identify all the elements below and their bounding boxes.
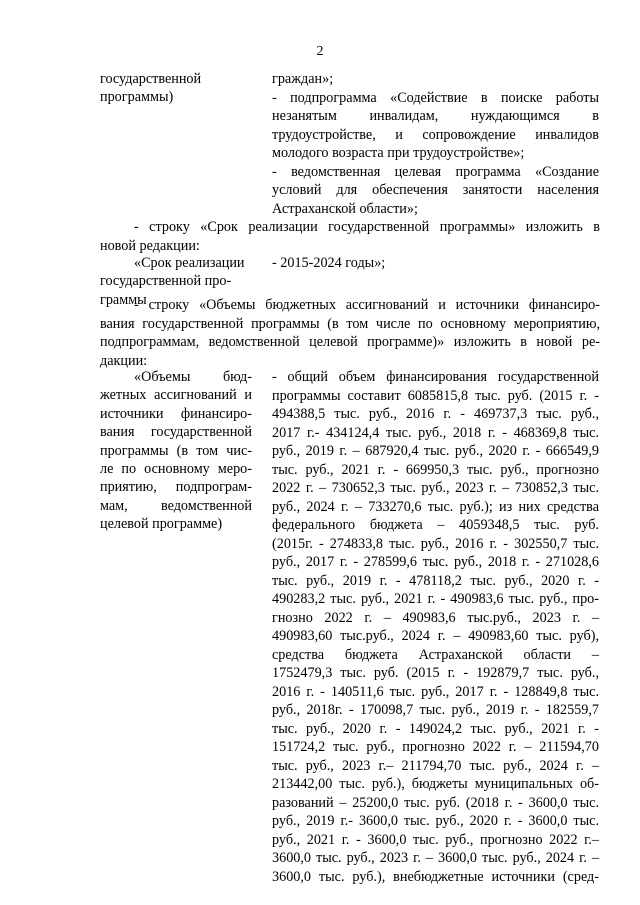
block2-left-line: граммы xyxy=(100,291,147,308)
block3-right-line: 151724,2 тыс. руб., прогнозно 2022 г. – 211594,70 xyxy=(272,739,599,755)
block3-right-line: разований – 25200,0 тыс. руб. (2018 г. - 3600,0 тыс. xyxy=(272,794,599,811)
block3-right-line: 2017 г.- 434124,4 тыс. руб., 2018 г. - 468369,8 тыс. xyxy=(272,424,599,441)
block1-right-line: незанятым инвалидам, нуждающимся в xyxy=(272,108,599,124)
block1-right-line: - ведомственная целевая программа «Создание xyxy=(272,163,599,180)
block1-right-line: граждан»; xyxy=(272,71,334,87)
block3-right-line: 2016 г. - 140511,6 тыс. руб., 2017 г. - 128849,8 тыс. xyxy=(272,683,599,700)
block3-left-line: жетных ассигнований и xyxy=(100,387,252,404)
block3-right-line: руб., 2017 г. - 278599,6 тыс. руб., 2018 г. - 271028,6 xyxy=(272,554,599,570)
block3-right-line: тыс. руб., 2021 г. - 669950,3 тыс. руб., прогнозно xyxy=(272,461,599,478)
block3-right-line: 213442,00 тыс. руб.), бюджеты муниципальных об- xyxy=(272,776,599,792)
block2-left-line: «Срок реализации xyxy=(134,255,245,271)
block3-left-line: источники финансиро- xyxy=(100,405,252,422)
block1-left-line: программы) xyxy=(100,89,174,106)
block3-right-line: руб., 2021 г. - 3600,0 тыс. руб., прогнозно 2022 г.– xyxy=(272,831,599,848)
block3-left-line: приятию, подпрограм- xyxy=(100,479,252,496)
block3-right-line: (2015г. - 274833,8 тыс. руб., 2016 г. - 302550,7 тыс. xyxy=(272,535,599,552)
block1-right-line: молодого возраста при трудоустройстве»; xyxy=(272,145,525,161)
block2-left-line: государственной про- xyxy=(100,273,232,290)
block1-right-line: Астраханской области»; xyxy=(272,200,418,217)
paragraph-line: дакции: xyxy=(100,352,148,369)
block3-right-line: 494388,5 тыс. руб., 2016 г. - 469737,3 тыс. руб., xyxy=(272,406,599,422)
block3-right-cell xyxy=(272,368,599,886)
block3-right-line: 3600,0 тыс. руб.), внебюджетные источники (сред- xyxy=(272,868,599,885)
block3-right-line: тыс. руб., 2019 г. - 478118,2 тыс. руб., 2020 г. - xyxy=(272,572,599,589)
block3-left-line: целевой программе) xyxy=(100,516,223,533)
block3-right-line: руб., 2024 г. – 733270,6 тыс. руб.); из них средства xyxy=(272,498,599,515)
block3-left-line: «Объемы бюд- xyxy=(134,369,252,385)
block3-right-line: федерального бюджета – 4059348,5 тыс. руб. xyxy=(272,517,599,533)
block3-right-line: 3600,0 тыс. руб., 2023 г. – 3600,0 тыс. руб., 2024 г. – xyxy=(272,850,599,866)
page-number: 2 xyxy=(316,44,324,59)
block3-left-cell xyxy=(100,368,252,534)
block3-left-line: ле по основному меро- xyxy=(100,461,252,478)
block3-right-line: 1752479,3 тыс. руб. (2015 г. - 192879,7 тыс. руб., xyxy=(272,665,599,681)
block2-right-cell xyxy=(272,254,599,273)
block3-right-line: 490983,60 тыс.руб., 2024 г. – 490983,60 тыс. руб), xyxy=(272,628,599,644)
block3-right-line: программы составит 6085815,8 тыс. руб. (2015 г. - xyxy=(272,387,599,404)
block3-right-line: руб., 2019 г.- 3600,0 тыс. руб., 2020 г. - 3600,0 тыс. xyxy=(272,813,599,829)
block3-right-line: 2022 г. – 730652,3 тыс. руб., 2023 г. – 730852,3 тыс. xyxy=(272,480,599,496)
block3-left-line: вания государственной xyxy=(100,424,252,441)
block3-right-line: средства бюджета Астраханской области – xyxy=(272,646,599,663)
block1-right-line: - подпрограмма «Содействие в поиске работы xyxy=(272,89,599,106)
paragraph-line: - строку «Объемы бюджетных ассигнований и источники финансиро- xyxy=(134,297,600,313)
block3-right-line: гнозно 2022 г. – 490983,6 тыс.руб., 2023 г. – xyxy=(272,609,599,626)
paragraph-line: подпрограммам, ведомственной целевой программе)» изложить в новой ре- xyxy=(100,334,600,350)
block3-right-line: руб., 2018г. - 170098,7 тыс. руб., 2019 г. - 182559,7 xyxy=(272,702,599,718)
block1-right-line: условий для обеспечения занятости населения xyxy=(272,182,599,198)
paragraph-funding xyxy=(100,296,600,370)
block2-term-value: - 2015-2024 годы»; xyxy=(272,255,386,271)
paragraph-line: вания государственной программы (в том числе по основному мероприятию, xyxy=(100,315,600,332)
block1-right-line: трудоустройстве, и сопровождение инвалидов xyxy=(272,126,599,143)
block3-left-line: мам, ведомственной xyxy=(100,497,252,514)
block1-right-cell xyxy=(272,70,599,218)
paragraph-line: - строку «Срок реализации государственной программы» изложить в xyxy=(134,219,600,235)
paragraph-line: новой редакции: xyxy=(100,237,200,254)
block3-right-line: руб., 2019 г. – 687920,4 тыс. руб., 2020 г. - 666549,9 xyxy=(272,443,599,459)
block1-left-cell xyxy=(100,70,252,107)
block3-left-line: программы (в том чис- xyxy=(100,442,252,459)
paragraph-term xyxy=(100,218,600,255)
block1-left-line: государственной xyxy=(100,71,202,87)
block3-right-line: тыс. руб., 2023 г.– 211794,70 тыс. руб., 2024 г. – xyxy=(272,757,599,774)
block3-right-line: тыс. руб., 2020 г. - 149024,2 тыс. руб., 2021 г. - xyxy=(272,720,599,737)
block3-right-line: 490283,2 тыс. руб., 2021 г. - 490983,6 тыс. руб., про- xyxy=(272,591,599,607)
block3-right-line: - общий объем финансирования государственной xyxy=(272,369,599,385)
